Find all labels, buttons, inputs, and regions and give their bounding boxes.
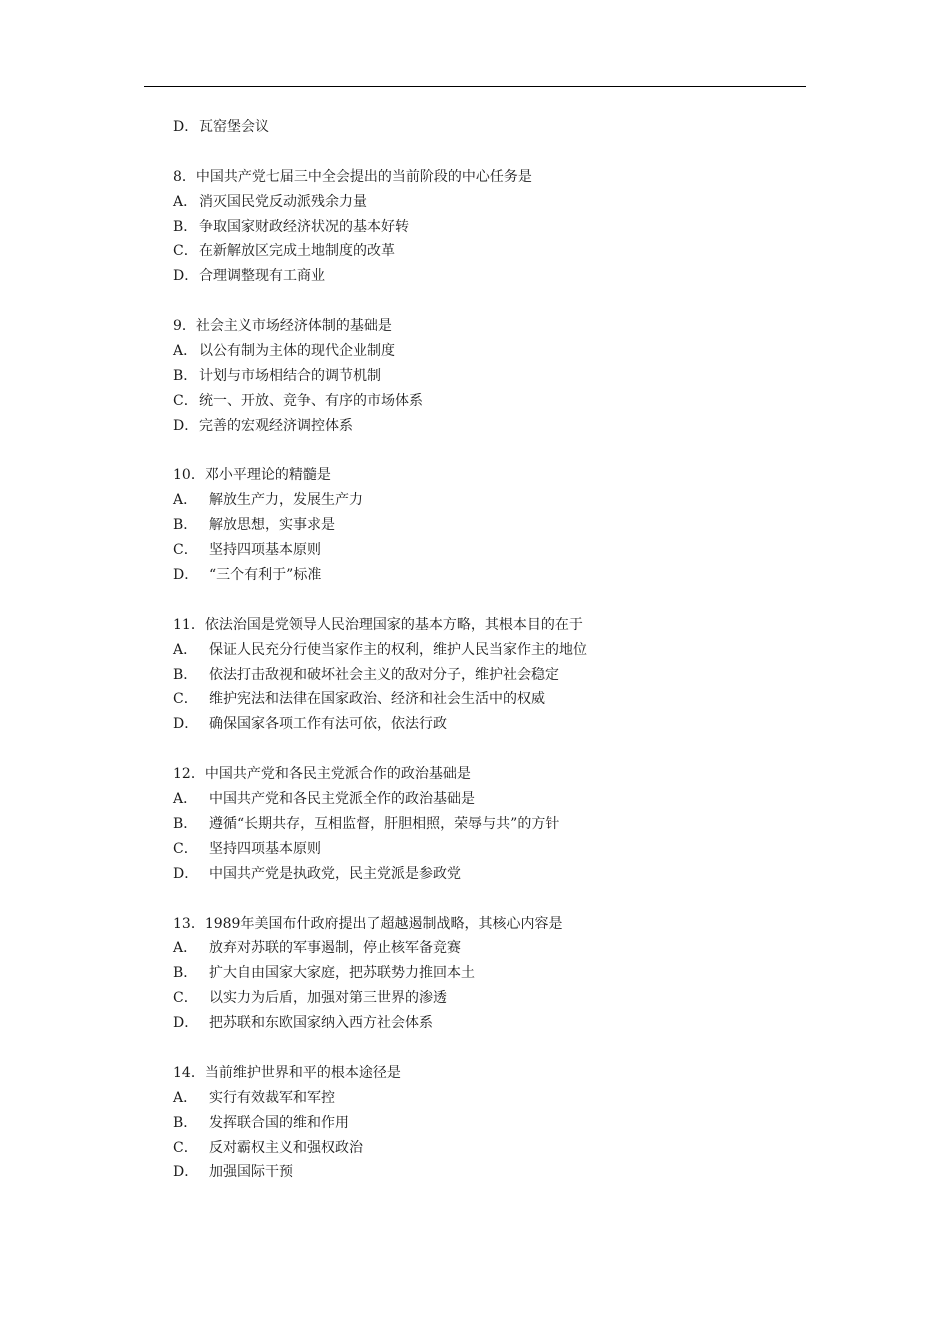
option-text: 保证人民充分行使当家作主的权利，维护人民当家作主的地位	[209, 641, 587, 658]
option-b	[173, 215, 813, 240]
option-letter: B．	[173, 965, 198, 982]
header-rule	[144, 86, 806, 87]
option-letter: B．	[173, 666, 198, 683]
option-c	[173, 538, 813, 563]
option-a	[173, 936, 813, 961]
option-text: 实行有效裁军和军控	[209, 1089, 335, 1106]
option-d	[173, 1011, 813, 1036]
option-text: 瓦窑堡会议	[199, 119, 269, 135]
option-letter: D．	[173, 1164, 199, 1181]
option-text: 合理调整现有工商业	[199, 268, 325, 285]
option-b	[173, 1111, 813, 1136]
option-letter: C．	[173, 990, 198, 1007]
question-stem: 9．社会主义市场经济体制的基础是	[173, 318, 392, 335]
option-letter: C．	[173, 542, 198, 559]
option-text: 中国共产党是执政党，民主党派是参政党	[209, 865, 461, 882]
option-letter: C．	[173, 840, 198, 857]
question-10	[173, 463, 813, 587]
question-stem: 8．中国共产党七届三中全会提出的当前阶段的中心任务是	[173, 168, 532, 185]
option-text: 放弃对苏联的军事遏制，停止核军备竞赛	[209, 940, 461, 957]
option-text: 在新解放区完成土地制度的改革	[199, 243, 395, 260]
question-13	[173, 912, 813, 1036]
option-letter: A．	[173, 791, 198, 808]
option-letter: A．	[173, 1089, 198, 1106]
option-d	[173, 862, 813, 887]
option-text: 解放生产力，发展生产力	[209, 492, 363, 509]
question-stem: 10．邓小平理论的精髓是	[173, 467, 331, 484]
question-spacer	[173, 887, 813, 912]
option-letter: B．	[173, 1114, 198, 1131]
option-a	[173, 339, 813, 364]
option-letter: A．	[173, 492, 198, 509]
option-letter: D．	[173, 865, 199, 882]
option-text: 中国共产党和各民主党派全作的政治基础是	[209, 791, 475, 808]
option-b	[173, 812, 813, 837]
option-text: 计划与市场相结合的调节机制	[199, 367, 381, 384]
option-text: 扩大自由国家大家庭，把苏联势力推回本土	[209, 965, 475, 982]
option-text: 统一、开放、竞争、有序的市场体系	[199, 392, 423, 409]
question-12	[173, 762, 813, 886]
option-text: 发挥联合国的维和作用	[209, 1114, 349, 1131]
question-9	[173, 314, 813, 438]
option-a	[173, 488, 813, 513]
question-14	[173, 1061, 813, 1185]
question-spacer	[173, 439, 813, 464]
option-c	[173, 687, 813, 712]
option-text: 把苏联和东欧国家纳入西方社会体系	[209, 1015, 433, 1032]
option-letter: A．	[173, 343, 198, 360]
option-d	[173, 563, 813, 588]
question-spacer	[173, 140, 813, 165]
option-a	[173, 787, 813, 812]
option-a	[173, 1086, 813, 1111]
option-letter: B．	[173, 815, 198, 832]
option-b	[173, 663, 813, 688]
option-text: 完善的宏观经济调控体系	[199, 417, 353, 434]
option-text: 反对霸权主义和强权政治	[209, 1139, 363, 1156]
option-c	[173, 837, 813, 862]
question-spacer	[173, 1036, 813, 1061]
option-b	[173, 961, 813, 986]
question-stem: 13．1989年美国布什政府提出了超越遏制战略，其核心内容是	[173, 915, 563, 932]
option-letter: D．	[173, 567, 199, 584]
option-text: 解放思想，实事求是	[209, 517, 335, 534]
option-text: “三个有利于”标准	[209, 567, 322, 584]
option-a	[173, 190, 813, 215]
option-letter: B．	[173, 367, 198, 384]
option-text: 依法打击敌视和破坏社会主义的敌对分子，维护社会稳定	[209, 666, 559, 683]
option-letter: A．	[173, 193, 198, 210]
question-stem: 11．依法治国是党领导人民治理国家的基本方略，其根本目的在于	[173, 616, 583, 633]
option-c	[173, 1136, 813, 1161]
option-c	[173, 986, 813, 1011]
question-spacer	[173, 737, 813, 762]
option-d	[173, 264, 813, 289]
option-text: 加强国际干预	[209, 1164, 293, 1181]
option-d	[173, 712, 813, 737]
option-text: 维护宪法和法律在国家政治、经济和社会生活中的权威	[209, 691, 545, 708]
option-a	[173, 638, 813, 663]
question-8	[173, 165, 813, 289]
option-d	[173, 414, 813, 439]
option-letter: D．	[173, 716, 199, 733]
document-body	[173, 115, 813, 1185]
question-spacer	[173, 588, 813, 613]
option-letter: C．	[173, 392, 198, 409]
option-letter: D．	[173, 119, 199, 135]
option-b	[173, 364, 813, 389]
question-stem: 12．中国共产党和各民主党派合作的政治基础是	[173, 766, 471, 783]
option-letter: C．	[173, 691, 198, 708]
option-c	[173, 239, 813, 264]
option-text: 确保国家各项工作有法可依，依法行政	[209, 716, 447, 733]
option-d	[173, 1160, 813, 1185]
question-spacer	[173, 289, 813, 314]
option-letter: C．	[173, 1139, 198, 1156]
option-letter: D．	[173, 268, 199, 285]
question-11	[173, 613, 813, 737]
question-stem: 14．当前维护世界和平的根本途径是	[173, 1064, 401, 1081]
option-letter: A．	[173, 940, 198, 957]
option-text: 坚持四项基本原则	[209, 840, 321, 857]
option-text: 以实力为后盾，加强对第三世界的渗透	[209, 990, 447, 1007]
option-letter: B．	[173, 517, 198, 534]
option-b	[173, 513, 813, 538]
option-text: 坚持四项基本原则	[209, 542, 321, 559]
option-text: 消灭国民党反动派残余力量	[199, 193, 367, 210]
option-letter: A．	[173, 641, 198, 658]
option-letter: D．	[173, 417, 199, 434]
option-c	[173, 389, 813, 414]
option-letter: C．	[173, 243, 198, 260]
option-letter: B．	[173, 218, 198, 235]
option-line	[173, 115, 813, 140]
option-text: 争取国家财政经济状况的基本好转	[199, 218, 409, 235]
option-letter: D．	[173, 1015, 199, 1032]
option-text: 遵循“长期共存，互相监督，肝胆相照，荣辱与共”的方针	[209, 815, 560, 832]
option-text: 以公有制为主体的现代企业制度	[199, 343, 395, 360]
